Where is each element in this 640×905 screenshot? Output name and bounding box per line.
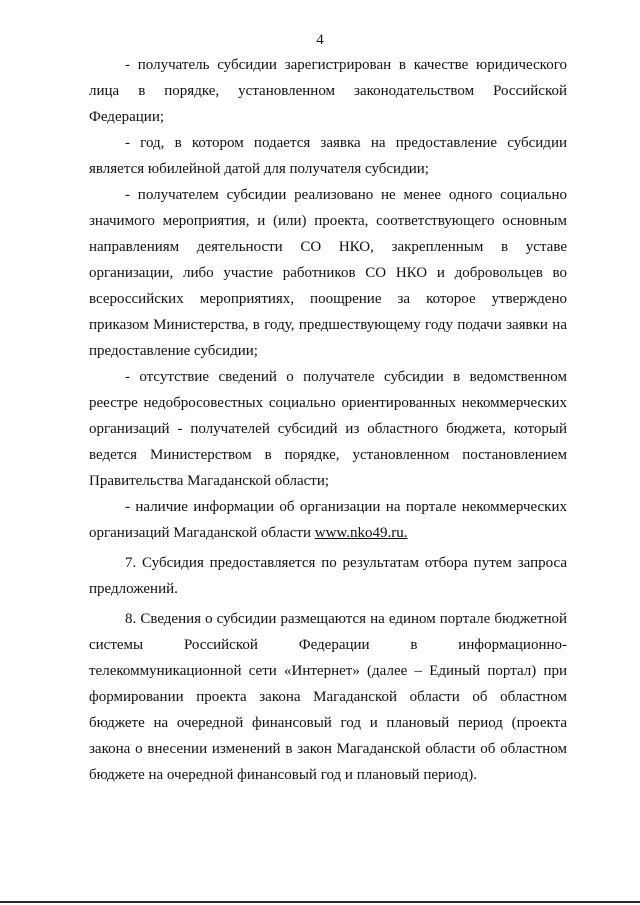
clause-7: 7. Субсидия предоставляется по результатам отбора путем запроса предложений. [89, 555, 567, 597]
page-bottom-border [0, 901, 640, 903]
list-item-socially-significant-event: - получателем субсидии реализовано не менее одного социально значимого мероприятия, и (или) проекта, соответствующего основным направлениям деятельности СО НКО, закрепленным в уставе организации, либо участие работников СО НКО и добровольцев во всероссийских мероприятиях, поощрение за которое утверждено приказом Министерства, в году, предшествующему году подачи заявки на предоставление субсидии; [89, 187, 567, 359]
document-body [89, 52, 567, 788]
list-item-nko-portal-info [89, 494, 567, 546]
page-number: 4 [316, 32, 324, 48]
list-item-legal-registration: - получатель субсидии зарегистрирован в качестве юридического лица в порядке, установленном законодательством Российской Федерации; [89, 57, 567, 125]
nko49-link[interactable]: www.nko49.ru. [314, 525, 408, 541]
list-item-anniversary-year: - год, в котором подается заявка на предоставление субсидии является юбилейной датой для получателя субсидии; [89, 135, 567, 177]
list-item-no-dishonest-registry-record: - отсутствие сведений о получателе субсидии в ведомственном реестре недобросовестных социально ориентированных некоммерческих организаций - получателей субсидий из областного бюджета, который ведется Министерством в порядке, установленном постановлением Правительства Магаданской области; [89, 369, 567, 489]
portal-item-text: - наличие информации об организации на портале некоммерческих организаций Магаданской области [89, 499, 567, 541]
clause-8: 8. Сведения о субсидии размещаются на едином портале бюджетной системы Российской Федерации в информационно-телекоммуникационной сети «Интернет» (далее – Единый портал) при формировании проекта закона Магаданской области об областном бюджете на очередной финансовый год и плановый период (проекта закона о внесении изменений в закон Магаданской области об областном бюджете на очередной финансовый год и плановый период). [89, 611, 567, 783]
